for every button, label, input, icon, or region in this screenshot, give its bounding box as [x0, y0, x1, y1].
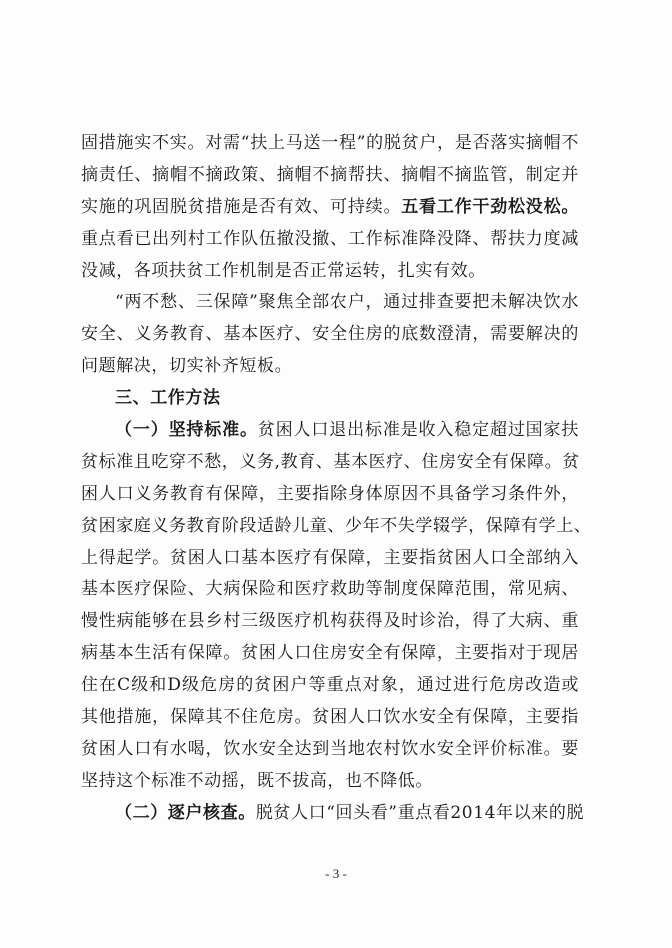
text-line: 上得起学。贫困人口基本医疗有保障，主要指贫困人口全部纳入 — [81, 547, 579, 568]
text-line — [81, 415, 579, 447]
bold-text: （二）逐户核查。 — [115, 802, 256, 823]
text-line: 贫困家庭义务教育阶段适龄儿童、少年不失学辍学，保障有学上、 — [81, 515, 592, 536]
text-line: 贫标准且吃穿不愁，义务,教育、基本医疗、住房安全有保障。贫 — [81, 451, 580, 472]
text-segment: 贫困人口退出标准是收入稳定超过国家扶 — [257, 420, 579, 441]
text-line: 问题解决，切实补齐短板。 — [81, 356, 293, 377]
text-line: 病基本生活有保障。贫困人口住房安全有保障，主要指对于现居 — [81, 643, 579, 664]
text-segment: 实施的巩固脱贫措施是否有效、可持续。 — [81, 196, 402, 217]
text-line: 重点看已出列村工作队伍撤没撤、工作标准降没降、帮扶力度减 — [81, 228, 579, 249]
text-line: 固措施实不实。对需“扶上马送一程”的脱贫户，是否落实摘帽不 — [81, 133, 579, 153]
text-line — [81, 798, 585, 830]
section-heading: 三、工作方法 — [115, 388, 221, 409]
text-line: 坚持这个标准不动摇，既不拔高，也不降低。 — [81, 770, 433, 791]
text-line: 慢性病能够在县乡村三级医疗机构获得及时诊治，得了大病、重 — [81, 611, 579, 632]
text-line: 贫困人口有水喝，饮水安全达到当地农村饮水安全评价标准。要 — [81, 738, 579, 759]
text-line: 住在C级和D级危房的贫困户等重点对象，通过进行危房改造或 — [81, 675, 579, 696]
text-line: 没减，各项扶贫工作机制是否正常运转，扎实有效。 — [81, 260, 486, 281]
text-line — [81, 192, 579, 224]
bold-text: 五看工作干劲松没松。 — [401, 196, 579, 217]
page-number: - 3 - — [325, 866, 347, 881]
text-line: “两不愁、三保障”聚焦全部农户，通过排查要把未解决饮水 — [115, 292, 579, 313]
bold-text: （一）坚持标准。 — [115, 420, 258, 441]
text-line: 摘责任、摘帽不摘政策、摘帽不摘帮扶、摘帽不摘监管，制定并 — [81, 164, 579, 185]
text-line: 困人口义务教育有保障，主要指除身体原因不具备学习条件外， — [81, 483, 579, 504]
text-line: 其他措施，保障其不住危房。贫困人口饮水安全有保障，主要指 — [81, 707, 579, 728]
body-text — [81, 128, 592, 830]
text-line: 安全、义务教育、基本医疗、安全住房的底数澄清，需要解决的 — [81, 324, 579, 345]
text-line: 基本医疗保险、大病保险和医疗救助等制度保障范围，常见病、 — [81, 579, 579, 600]
text-segment: 脱贫人口“回头看”重点看2014年以来的脱 — [255, 802, 585, 823]
